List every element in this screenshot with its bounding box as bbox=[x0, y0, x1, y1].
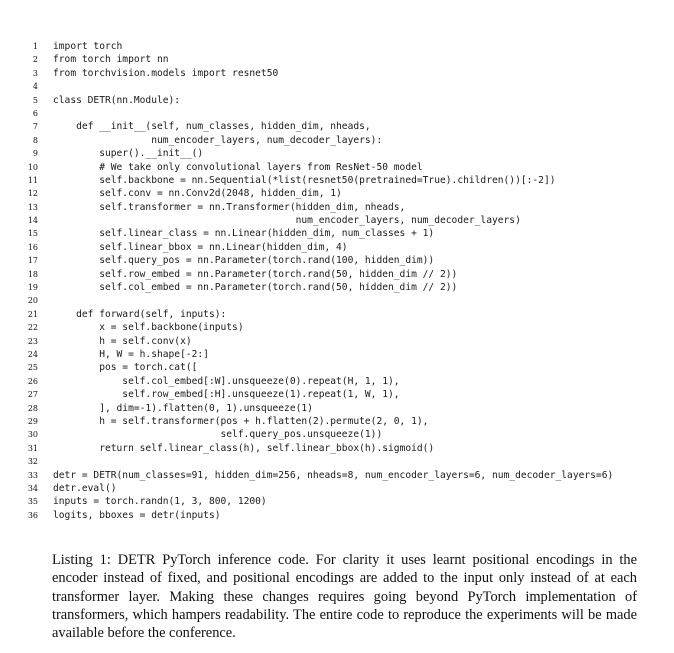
line-number: 29 bbox=[27, 416, 38, 426]
code-line bbox=[0, 428, 674, 441]
code-line bbox=[0, 294, 674, 307]
code-line bbox=[0, 187, 674, 200]
code-text: import torch bbox=[53, 41, 123, 52]
code-line bbox=[0, 94, 674, 107]
code-text: class DETR(nn.Module): bbox=[53, 94, 181, 106]
line-number: 21 bbox=[27, 309, 38, 319]
line-number: 5 bbox=[32, 95, 38, 105]
line-number: 28 bbox=[27, 403, 38, 413]
line-number: 32 bbox=[27, 457, 38, 467]
line-number: 17 bbox=[27, 256, 38, 266]
code-text: def __init__(self, num_classes, hidden_dim, nheads, bbox=[53, 121, 371, 133]
code-line bbox=[0, 214, 674, 227]
line-number: 13 bbox=[27, 202, 38, 212]
code-text: self.row_embed[:H].unsqueeze(1).repeat(1, W, 1), bbox=[53, 389, 400, 401]
line-number: 23 bbox=[27, 336, 38, 346]
code-text: ], dim=-1).flatten(0, 1).unsqueeze(1) bbox=[53, 402, 313, 414]
code-line bbox=[0, 388, 674, 401]
code-text: from torchvision.models import resnet50 bbox=[53, 67, 279, 79]
line-number: 2 bbox=[32, 55, 38, 65]
code-line bbox=[0, 80, 674, 93]
code-line bbox=[0, 402, 674, 415]
code-text: self.query_pos = nn.Parameter(torch.rand(100, hidden_dim)) bbox=[53, 255, 435, 267]
code-text: x = self.backbone(inputs) bbox=[53, 322, 244, 334]
code-text: num_encoder_layers, num_decoder_layers): bbox=[53, 134, 383, 146]
code-line bbox=[0, 268, 674, 281]
code-line bbox=[0, 120, 674, 133]
code-line bbox=[0, 174, 674, 187]
code-line bbox=[0, 227, 674, 240]
line-number: 7 bbox=[32, 122, 38, 132]
line-number: 31 bbox=[27, 443, 38, 453]
line-number: 19 bbox=[27, 283, 38, 293]
code-line bbox=[0, 254, 674, 267]
code-line bbox=[0, 335, 674, 348]
line-number: 12 bbox=[27, 189, 38, 199]
line-number: 15 bbox=[27, 229, 38, 239]
code-line bbox=[0, 67, 674, 80]
code-line bbox=[0, 40, 674, 53]
code-text: super().__init__() bbox=[53, 148, 204, 160]
line-number: 22 bbox=[27, 323, 38, 333]
code-text: inputs = torch.randn(1, 3, 800, 1200) bbox=[53, 496, 267, 508]
line-number: 6 bbox=[32, 108, 38, 118]
code-text: return self.linear_class(h), self.linear_bbox(h).sigmoid() bbox=[53, 442, 435, 454]
code-line bbox=[0, 415, 674, 428]
line-number: 24 bbox=[27, 349, 38, 359]
line-number: 16 bbox=[27, 242, 38, 252]
code-text: detr = DETR(num_classes=91, hidden_dim=256, nheads=8, num_encoder_layers=6, num_decoder_layers=6) bbox=[53, 469, 614, 481]
code-text: h = self.transformer(pos + h.flatten(2).permute(2, 0, 1), bbox=[53, 415, 429, 427]
code-text: self.query_pos.unsqueeze(1)) bbox=[53, 429, 383, 441]
code-text: self.row_embed = nn.Parameter(torch.rand(50, hidden_dim // 2)) bbox=[53, 268, 458, 280]
line-number: 11 bbox=[27, 175, 38, 185]
code-line bbox=[0, 469, 674, 482]
code-line bbox=[0, 134, 674, 147]
line-number: 30 bbox=[27, 430, 38, 440]
code-line bbox=[0, 107, 674, 120]
line-number: 20 bbox=[27, 296, 38, 306]
code-line bbox=[0, 442, 674, 455]
line-number: 4 bbox=[32, 82, 38, 92]
code-line bbox=[0, 281, 674, 294]
line-number: 8 bbox=[32, 135, 38, 145]
code-line bbox=[0, 361, 674, 374]
code-line bbox=[0, 348, 674, 361]
code-line bbox=[0, 509, 674, 522]
code-line bbox=[0, 482, 674, 495]
code-text: self.col_embed[:W].unsqueeze(0).repeat(H, 1, 1), bbox=[53, 375, 400, 387]
code-line bbox=[0, 161, 674, 174]
code-text: self.linear_class = nn.Linear(hidden_dim, num_classes + 1) bbox=[53, 228, 435, 240]
line-number: 3 bbox=[32, 68, 38, 78]
code-text: self.linear_bbox = nn.Linear(hidden_dim, 4) bbox=[53, 241, 348, 253]
code-text: logits, bboxes = detr(inputs) bbox=[53, 509, 221, 521]
code-listing bbox=[0, 40, 674, 522]
code-text: from torch import nn bbox=[53, 54, 169, 66]
code-text: H, W = h.shape[-2:] bbox=[53, 348, 209, 360]
line-number: 33 bbox=[27, 470, 38, 480]
code-text: # We take only convolutional layers from ResNet-50 model bbox=[53, 161, 423, 173]
code-line bbox=[0, 495, 674, 508]
code-text: self.backbone = nn.Sequential(*list(resnet50(pretrained=True).children())[:-2]) bbox=[53, 174, 556, 186]
code-text: pos = torch.cat([ bbox=[53, 362, 198, 374]
line-number: 35 bbox=[27, 497, 38, 507]
line-number: 10 bbox=[27, 162, 38, 172]
code-line bbox=[0, 201, 674, 214]
code-line bbox=[0, 308, 674, 321]
code-text: h = self.conv(x) bbox=[53, 335, 192, 347]
line-number: 36 bbox=[27, 510, 38, 520]
code-line bbox=[0, 375, 674, 388]
code-line bbox=[0, 321, 674, 334]
line-number: 34 bbox=[27, 483, 38, 493]
listing-caption: Listing 1: DETR PyTorch inference code. For clarity it uses learnt positional encodings in the encoder instead of fixed, and positional encodings are added to the input only instead of at each transformer layer. Making these changes requires going beyond PyTorch implementation of transformers, which hampers readability. The entire code to reproduce the experiments will be made available before the conference. bbox=[52, 552, 637, 642]
code-line bbox=[0, 241, 674, 254]
line-number: 14 bbox=[27, 216, 38, 226]
code-text: self.conv = nn.Conv2d(2048, hidden_dim, 1) bbox=[53, 188, 342, 200]
line-number: 25 bbox=[27, 363, 38, 373]
line-number: 27 bbox=[27, 390, 38, 400]
code-line bbox=[0, 53, 674, 66]
line-number: 26 bbox=[27, 376, 38, 386]
line-number: 18 bbox=[27, 269, 38, 279]
line-number: 9 bbox=[32, 149, 38, 159]
code-text: self.transformer = nn.Transformer(hidden_dim, nheads, bbox=[53, 201, 406, 213]
code-text: num_encoder_layers, num_decoder_layers) bbox=[53, 215, 521, 227]
code-text: self.col_embed = nn.Parameter(torch.rand(50, hidden_dim // 2)) bbox=[53, 282, 458, 294]
code-line bbox=[0, 455, 674, 468]
code-text: detr.eval() bbox=[53, 482, 117, 494]
line-number: 1 bbox=[32, 42, 38, 51]
code-line bbox=[0, 147, 674, 160]
code-text: def forward(self, inputs): bbox=[53, 308, 227, 320]
